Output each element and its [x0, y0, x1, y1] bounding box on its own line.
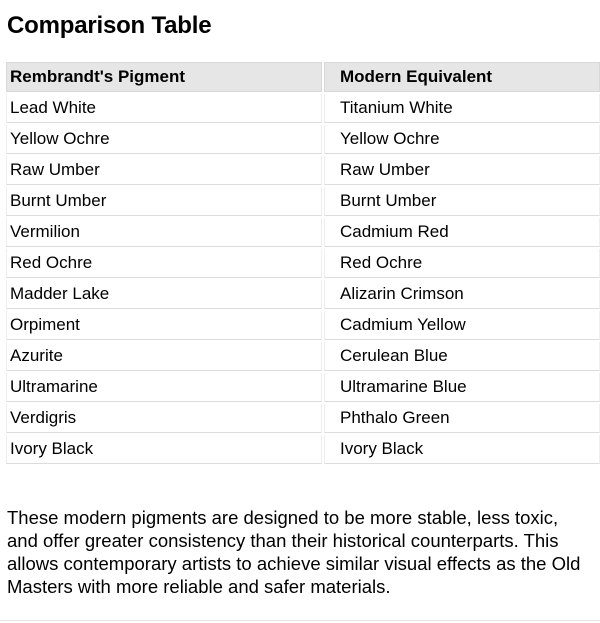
table-row [6, 187, 600, 216]
cell-modern-equivalent: Ultramarine Blue [324, 373, 600, 402]
table-row [6, 435, 600, 464]
cell-modern-equivalent: Titanium White [324, 94, 600, 123]
table-row [6, 280, 600, 309]
cell-modern-equivalent: Cerulean Blue [324, 342, 600, 371]
cell-rembrandt-pigment: Burnt Umber [6, 187, 322, 216]
cell-modern-equivalent: Burnt Umber [324, 187, 600, 216]
cell-rembrandt-pigment: Verdigris [6, 404, 322, 433]
table-header-row [6, 62, 600, 92]
cell-rembrandt-pigment: Ultramarine [6, 373, 322, 402]
cell-rembrandt-pigment: Madder Lake [6, 280, 322, 309]
table-row [6, 94, 600, 123]
column-header-rembrandt-pigment: Rembrandt's Pigment [6, 62, 322, 92]
cell-modern-equivalent: Ivory Black [324, 435, 600, 464]
table-row [6, 311, 600, 340]
column-header-modern-equivalent: Modern Equivalent [324, 62, 600, 92]
bottom-divider [0, 620, 600, 621]
cell-rembrandt-pigment: Raw Umber [6, 156, 322, 185]
cell-rembrandt-pigment: Yellow Ochre [6, 125, 322, 154]
table-row [6, 218, 600, 247]
table-body [6, 94, 600, 464]
table-row [6, 342, 600, 371]
cell-modern-equivalent: Cadmium Red [324, 218, 600, 247]
table-row [6, 156, 600, 185]
table-row [6, 125, 600, 154]
table-row [6, 249, 600, 278]
cell-modern-equivalent: Phthalo Green [324, 404, 600, 433]
comparison-table [4, 60, 600, 466]
cell-rembrandt-pigment: Orpiment [6, 311, 322, 340]
cell-rembrandt-pigment: Azurite [6, 342, 322, 371]
table-row [6, 373, 600, 402]
cell-rembrandt-pigment: Ivory Black [6, 435, 322, 464]
cell-modern-equivalent: Yellow Ochre [324, 125, 600, 154]
cell-rembrandt-pigment: Red Ochre [6, 249, 322, 278]
cell-modern-equivalent: Alizarin Crimson [324, 280, 600, 309]
cell-rembrandt-pigment: Vermilion [6, 218, 322, 247]
section-title: Comparison Table [7, 12, 212, 39]
cell-modern-equivalent: Raw Umber [324, 156, 600, 185]
cell-modern-equivalent: Cadmium Yellow [324, 311, 600, 340]
explanatory-paragraph: These modern pigments are designed to be more stable, less toxic, and offer greater consistency than their historical counterparts. This allows contemporary artists to achieve similar visual effects as the Old Masters with more reliable and safer materials. [7, 507, 581, 597]
cell-modern-equivalent: Red Ochre [324, 249, 600, 278]
cell-rembrandt-pigment: Lead White [6, 94, 322, 123]
table-row [6, 404, 600, 433]
